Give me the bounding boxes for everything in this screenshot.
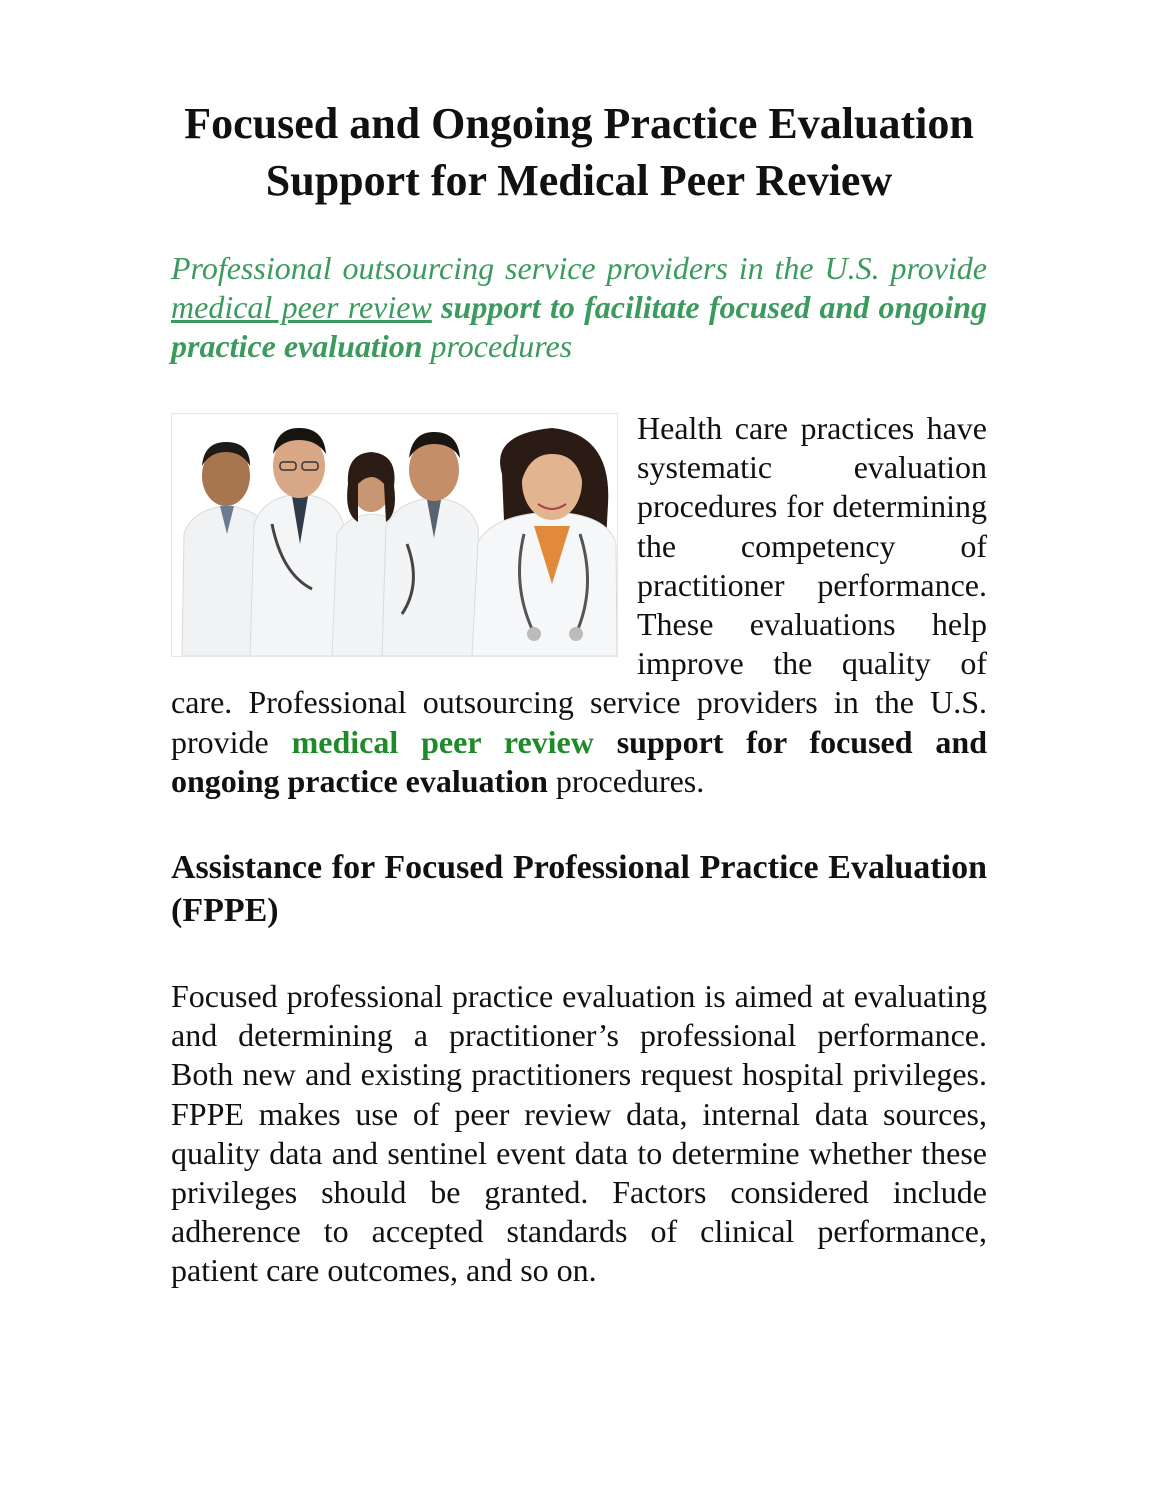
document-title: Focused and Ongoing Practice Evaluation Support for Medical Peer Review [184,99,974,205]
section-heading-fppe: Assistance for Focused Professional Practice Evaluation (FPPE) [171,849,987,930]
document-subtitle [171,249,987,366]
subtitle-lead: Professional outsourcing service providers in the U.S. provide [171,250,987,286]
intro-text: Health care practices have systematic evaluation procedures for determining the competency of practitioner performance. These evaluations help improve the quality of care. Professional outsourcing service providers in the U.S. provide [171,410,987,760]
subtitle-bold: support to facilitate focused and ongoing practice evaluation [171,289,988,364]
fppe-paragraph: Focused professional practice evaluation is aimed at evaluating and determining a practitioner’s professional performance. Both new and existing practitioners request hospital privileges. FPPE makes use of peer review data, internal data sources, quality data and sentinel event data to determine whether these privileges should be granted. Factors considered include adherence to accepted standards of clinical performance, patient care outcomes, and so on. [171,978,987,1289]
intro-section [171,409,987,801]
intro-highlight: medical peer review [291,723,594,760]
medical-peer-review-link[interactable]: medical peer review [171,289,432,325]
doctors-group-photo [171,413,618,657]
intro-tail: procedures. [547,762,705,799]
intro-bold: support for focused and ongoing practice evaluation [171,723,988,799]
subtitle-tail: procedures [422,328,573,364]
document-page [171,95,987,1291]
